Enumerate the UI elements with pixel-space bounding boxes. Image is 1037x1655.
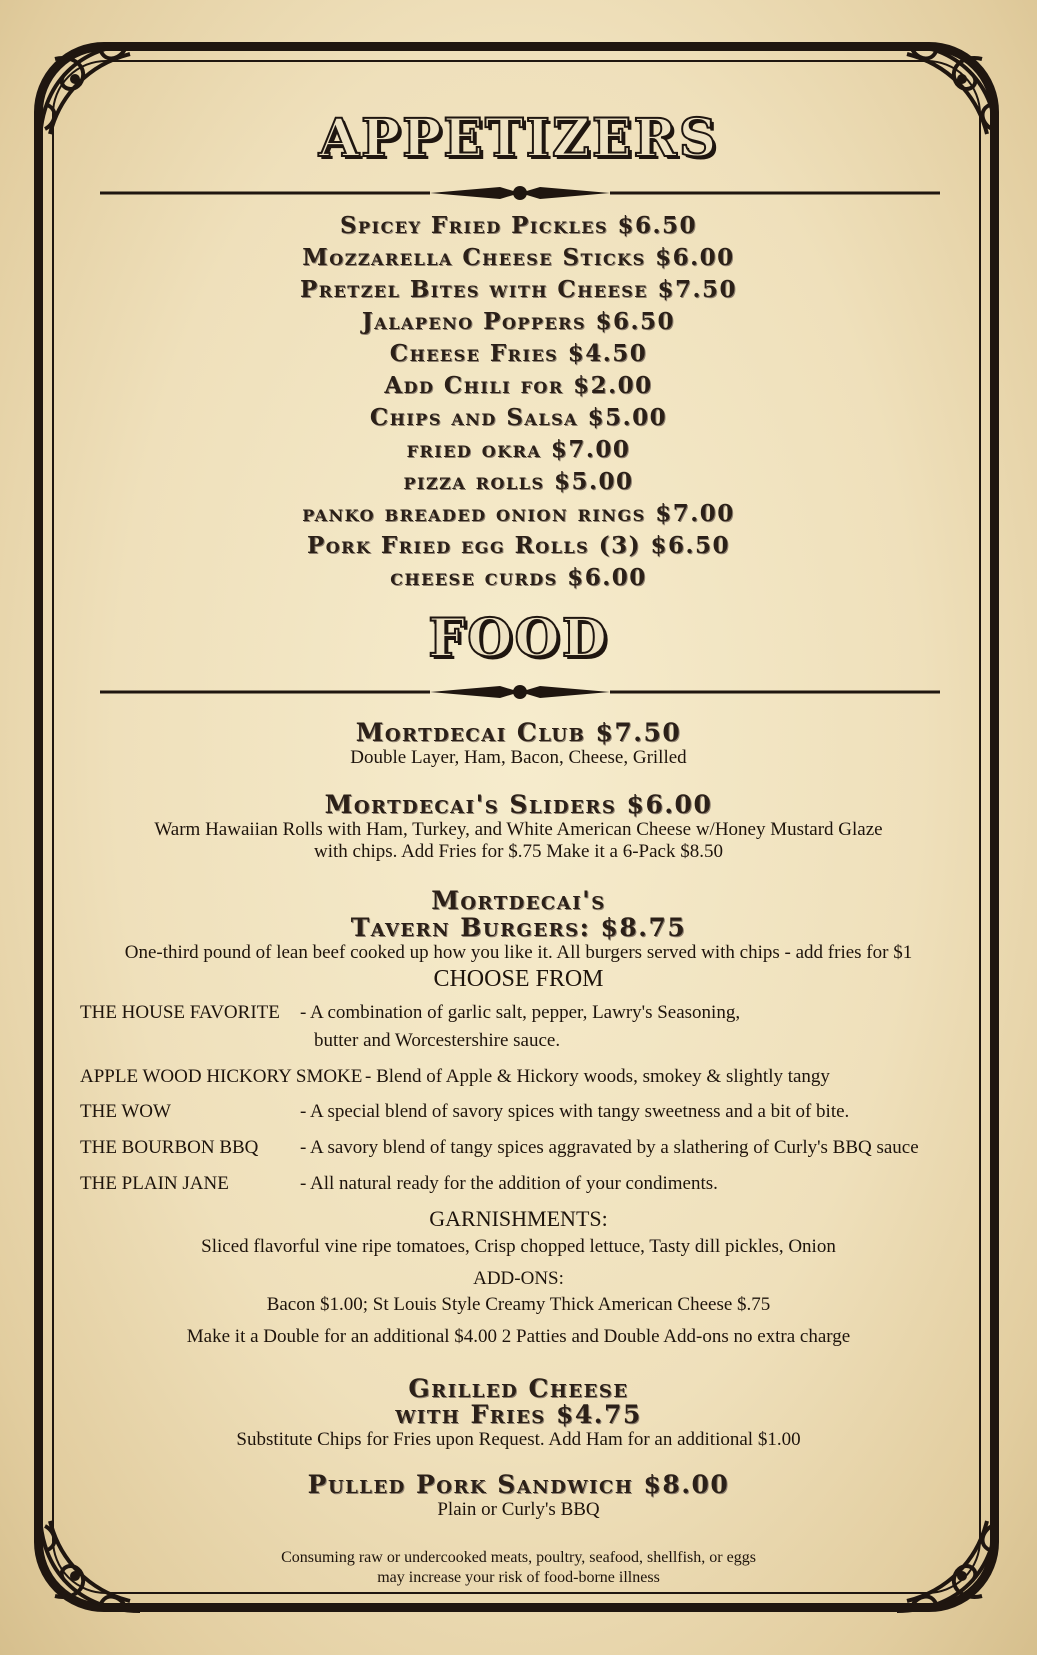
grilled-cheese-description: Substitute Chips for Fries upon Request. Add Ham for an additional $1.00 <box>236 1429 801 1450</box>
burger-style-desc: - A special blend of savory spices with tangy sweetness and a bit of bite. <box>300 1101 850 1122</box>
list-item: Pretzel Bites with Cheese $7.50 <box>300 276 737 303</box>
garnishments-text: Sliced flavorful vine ripe tomatoes, Crisp chopped lettuce, Tasty dill pickles, Onion <box>201 1236 836 1257</box>
burger-style-name: THE BOURBON BBQ <box>80 1137 259 1158</box>
burger-style-name: APPLE WOOD HICKORY SMOKE <box>80 1066 363 1087</box>
club-title: Mortdecai Club $7.50 <box>355 718 682 747</box>
pulled-pork-title: Pulled Pork Sandwich $8.00 <box>307 1470 730 1499</box>
list-item: Mozzarella Cheese Sticks $6.00 <box>302 244 735 271</box>
double-text: Make it a Double for an additional $4.00 2 Patties and Double Add-ons no extra charge <box>186 1326 851 1347</box>
list-item: Jalapeno Poppers $6.50 <box>361 308 676 335</box>
club-description: Double Layer, Ham, Bacon, Cheese, Grilled <box>350 747 687 768</box>
list-item: Spicey Fried Pickles $6.50 <box>339 212 698 239</box>
warning-text-2: may increase your risk of food-borne illness <box>377 1569 660 1586</box>
list-item: fried okra $7.00 <box>406 436 631 463</box>
divider-icon <box>100 183 940 203</box>
burgers-title-2: Tavern Burgers: $8.75 <box>350 913 687 942</box>
burger-style-desc: - Blend of Apple & Hickory woods, smokey & slightly tangy <box>365 1066 830 1087</box>
appetizers-list <box>60 210 977 594</box>
addons-label: ADD-ONS: <box>473 1268 564 1289</box>
burger-style-desc: - A combination of garlic salt, pepper, Lawry's Seasoning, <box>300 1002 741 1023</box>
addons-text: Bacon $1.00; St Louis Style Creamy Thick American Cheese $.75 <box>266 1294 771 1315</box>
burger-style-name: THE WOW <box>80 1101 171 1122</box>
sliders-description: Warm Hawaiian Rolls with Ham, Turkey, and White American Cheese w/Honey Mustard Glaze <box>154 819 883 840</box>
list-item: panko breaded onion rings $7.00 <box>302 500 735 527</box>
list-item: cheese curds $6.00 <box>390 564 647 591</box>
burgers-title: Mortdecai's <box>431 886 606 915</box>
choose-from-label: CHOOSE FROM <box>433 966 604 992</box>
burger-style-desc: - A savory blend of tangy spices aggravated by a slathering of Curly's BBQ sauce <box>300 1137 919 1158</box>
grilled-cheese-title-2: with Fries $4.75 <box>395 1400 642 1429</box>
burger-style-desc-2: butter and Worcestershire sauce. <box>314 1030 561 1051</box>
burgers-description: One-third pound of lean beef cooked up how you like it. All burgers served with chips - add fries for $1 <box>124 942 913 963</box>
grilled-cheese-title: Grilled Cheese <box>408 1374 629 1403</box>
burger-style-desc: - All natural ready for the addition of your condiments. <box>300 1173 718 1194</box>
food-heading: FOOD <box>428 608 609 669</box>
list-item: Chips and Salsa $5.00 <box>369 404 668 431</box>
burger-style-name: THE HOUSE FAVORITE <box>80 1002 280 1023</box>
list-item: Pork Fried egg Rolls (3) $6.50 <box>306 532 731 559</box>
list-item: Add Chili for $2.00 <box>384 372 653 399</box>
list-item: Cheese Fries $4.50 <box>389 340 648 367</box>
pulled-pork-description: Plain or Curly's BBQ <box>437 1499 600 1520</box>
garnishments-label: GARNISHMENTS: <box>429 1206 608 1231</box>
sliders-title: Mortdecai's Sliders $6.00 <box>324 790 713 819</box>
sliders-description-2: with chips. Add Fries for $.75 Make it a 6-Pack $8.50 <box>314 841 723 862</box>
appetizers-heading: APPETIZERS <box>318 108 719 169</box>
divider-icon <box>100 682 940 702</box>
warning-text: Consuming raw or undercooked meats, poultry, seafood, shellfish, or eggs <box>281 1549 756 1566</box>
burger-style-name: THE PLAIN JANE <box>80 1173 229 1194</box>
list-item: pizza rolls $5.00 <box>403 468 634 495</box>
